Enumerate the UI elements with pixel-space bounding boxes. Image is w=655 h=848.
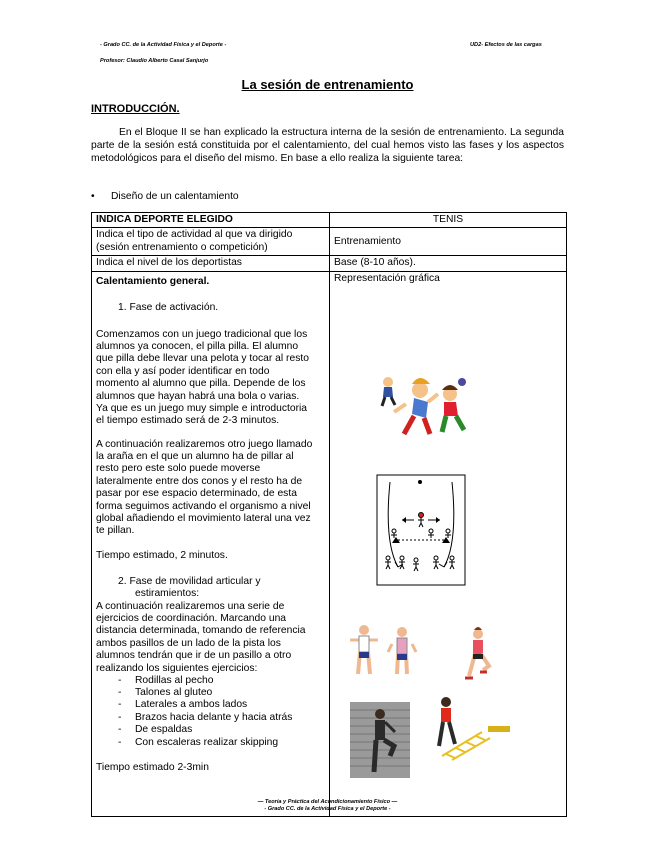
list-dash: - [118, 736, 122, 748]
text-line: global añadiendo el movimiento lateral una vez [96, 513, 311, 525]
warmup-description [92, 271, 330, 816]
time-estimate-2: Tiempo estimado 2-3min [96, 761, 209, 773]
phase1-label: 1. Fase de activación. [118, 301, 219, 313]
text-line: forma seguimos activando el organismo a nivel [96, 500, 311, 512]
table-row [92, 228, 567, 256]
footer-line-1: — Teoría y Práctica del Acondicionamiento Físico — [257, 799, 398, 805]
table-row [92, 271, 567, 816]
page-title: La sesión de entrenamiento [241, 77, 414, 92]
activity-label [92, 228, 330, 256]
ladder-bundle-icon [488, 726, 510, 732]
list-item-label: Brazos hacia delante y hacia atrás [135, 711, 293, 723]
running-kid-figure [394, 378, 438, 434]
general-warmup-heading: Calentamiento general. [96, 275, 210, 287]
graphic-representation [330, 271, 567, 816]
list-item [118, 699, 292, 711]
text-line: A continuación realizaremos una serie de [96, 600, 285, 612]
agility-ladder-icon [442, 732, 490, 760]
text-line: momento al alumno que pilla. Depende de los [96, 378, 306, 390]
phase1-text [96, 329, 309, 428]
exercise-list [118, 675, 292, 749]
list-dash: - [118, 711, 122, 723]
text-line: el tiempo estimado será de 2-3 minutos. [96, 415, 280, 427]
list-item [118, 737, 292, 749]
section-heading: INTRODUCCIÓN. [91, 103, 180, 115]
text-line: realizando los siguientes ejercicios: [96, 662, 258, 674]
activity-value: Entrenamiento [330, 228, 567, 256]
header-right: UD2- Efectos de las cargas [470, 42, 542, 48]
text-line: ambos pasillos de un lado de la pista los [96, 637, 281, 649]
text-line: ejercicios de coordinación. Marcando una [96, 613, 287, 625]
phase2-label-b: estiramientos: [135, 587, 200, 599]
text-line: la araña en el que un alumno ha de pillar al [96, 451, 294, 463]
high-knees-photo [350, 702, 410, 778]
intro-paragraph: En el Bloque II se han explicado la estructura interna de la sesión de entrenamiento. La segunda parte de la sesión está constituida por el calentamiento, del cual hemos visto las fases y los aspectos metodológicos para el diseño del mismo. En base a ello realiza la siguiente tarea: [91, 127, 564, 165]
text-line: lateralmente entre dos conos y el resto ha de [96, 475, 303, 487]
stretching-figure [350, 625, 378, 674]
table-row [92, 213, 567, 228]
kids-running-illustration [376, 372, 472, 442]
warmup-table [91, 212, 567, 817]
list-dash: - [118, 687, 122, 699]
list-item-label: Con escaleras realizar skipping [135, 736, 279, 748]
running-kid-figure [442, 385, 464, 432]
list-dash: - [118, 724, 122, 736]
coordination-text [96, 601, 306, 675]
text-line: pasar por ese espacio determinado, de esta [96, 488, 297, 500]
list-dash: - [118, 699, 122, 711]
list-item [118, 724, 292, 736]
running-kid-figure [382, 377, 395, 406]
text-line: que pilla debe llevar una pelota y tocar al resto [96, 353, 309, 365]
activity-label-b: (sesión entrenamiento o competición) [96, 241, 268, 253]
list-item [118, 687, 292, 699]
stretching-figure [388, 627, 416, 674]
text-line: distancia determinada, tomando de referencia [96, 625, 306, 637]
text-line: alumnos que hayan habrá una bola o varias. [96, 390, 300, 402]
agility-ladder-photo [432, 696, 512, 762]
list-item [118, 675, 292, 687]
list-item-label: Rodillas al pecho [135, 674, 214, 686]
text-line: Ya que es un juego muy simple e introductoria [96, 403, 308, 415]
time-estimate-1: Tiempo estimado, 2 minutos. [96, 549, 228, 561]
ball-icon [418, 480, 422, 484]
text-line: alumnos tendrán que ir de un pasillo a otro [96, 650, 292, 662]
list-dash: - [118, 674, 122, 686]
sport-label: INDICA DEPORTE ELEGIDO [92, 213, 330, 228]
athlete-figure [439, 697, 455, 746]
activity-label-a: Indica el tipo de actividad al que va dirigido [96, 229, 293, 241]
text-line: alumnos ya conocen, el pilla pilla. El alumno [96, 341, 299, 353]
text-line: A continuación realizaremos otro juego llamado [96, 438, 313, 450]
sport-value: TENIS [330, 213, 567, 228]
header-professor: Profesor: Claudio Alberto Casal Sanjurjo [100, 58, 209, 64]
spider-game-diagram [376, 474, 466, 586]
header-left: - Grado CC. de la Actividad Física y el Deporte - [100, 42, 227, 48]
spider-game-text [96, 439, 312, 538]
list-item [118, 712, 292, 724]
text-line: Comenzamos con un juego tradicional que los [96, 328, 308, 340]
table-row [92, 256, 567, 271]
level-label: Indica el nivel de los deportistas [92, 256, 330, 271]
list-item-label: Laterales a ambos lados [135, 699, 248, 711]
bullet-icon: • [91, 191, 95, 202]
phase2-label-a: 2. Fase de movilidad articular y [118, 575, 261, 587]
text-line: con ella y así poder identificar en todo [96, 365, 270, 377]
list-item-label: De espaldas [135, 724, 193, 736]
stretching-figures [342, 622, 428, 680]
level-value: Base (8-10 años). [330, 256, 567, 271]
runner-stretch-figure [460, 626, 496, 686]
text-line: te pillan. [96, 525, 135, 537]
ball-icon [458, 378, 466, 386]
bullet-item [91, 191, 239, 202]
bullet-text: Diseño de un calentamiento [111, 191, 239, 202]
text-line: resto pero este solo puede moverse [96, 463, 261, 475]
footer-line-2: - Grado CC. de la Actividad Física y el Deporte - [264, 806, 391, 812]
list-item-label: Talones al gluteo [135, 687, 213, 699]
graphic-label: Representación gráfica [334, 272, 440, 284]
